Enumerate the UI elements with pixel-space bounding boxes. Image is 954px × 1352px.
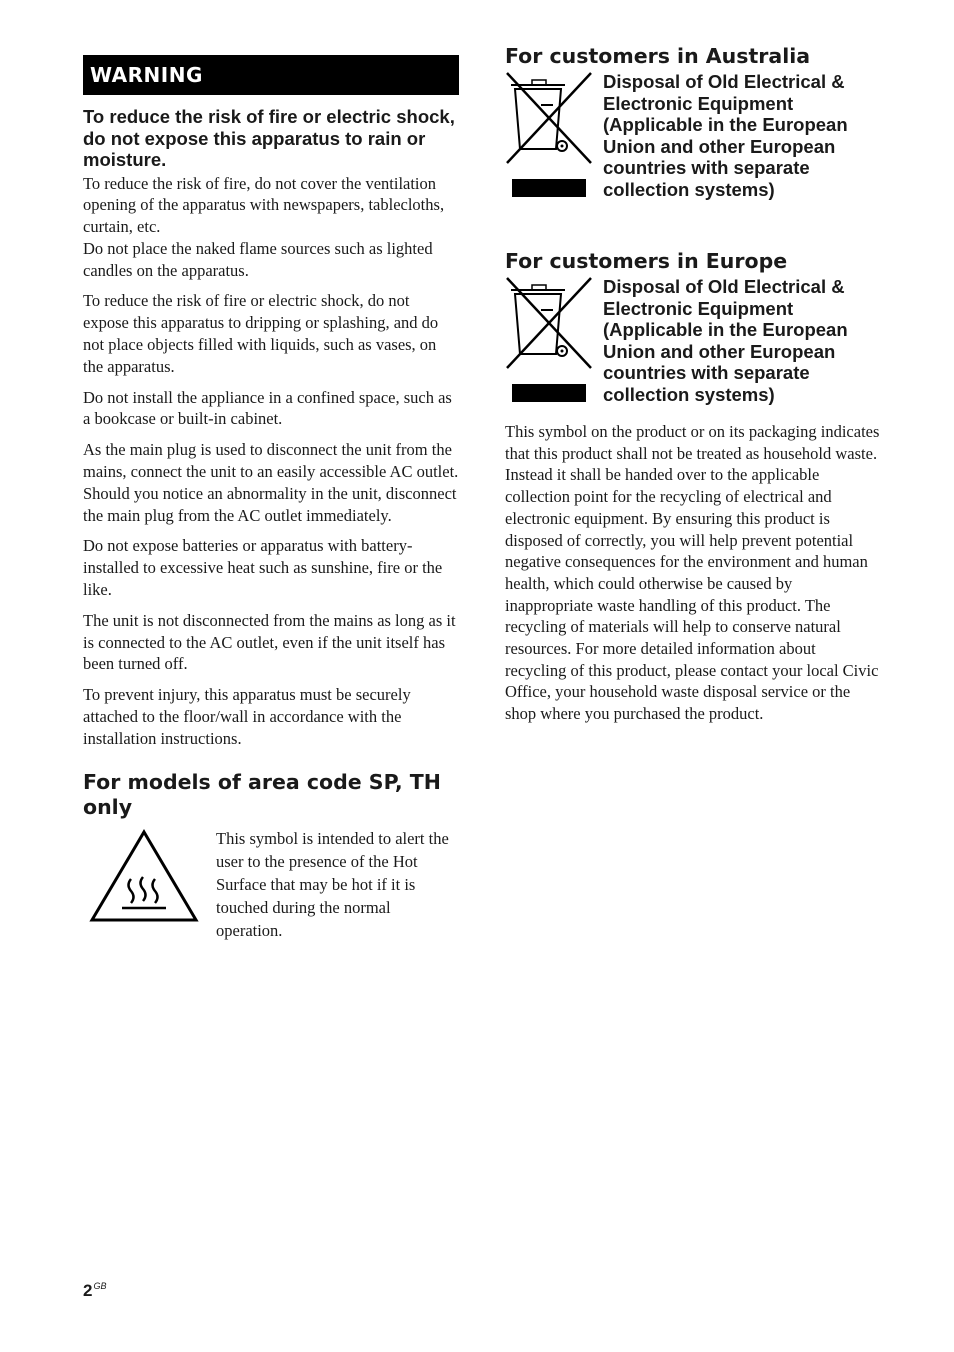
europe-heading: For customers in Europe <box>505 249 788 273</box>
paragraph: As the main plug is used to disconnect the unit from the mains, connect the unit to an easily accessible AC outlet. Should you notice an abnormality in the unit, disconnect the main plug from the AC outlet immediately. <box>83 440 459 525</box>
paragraph: To reduce the risk of fire, do not cover the ventilation opening of the apparatus with newspapers, tablecloths, curtain, etc. <box>83 173 445 237</box>
europe-disposal-title: Disposal of Old Electrical & Electronic Equipment (Applicable in the European Union and other European countries with separate collection systems) <box>603 276 848 405</box>
page-number-value: 2 <box>83 1281 93 1300</box>
australia-disposal-block <box>505 71 881 206</box>
europe-disposal-block <box>505 276 881 411</box>
paragraph: Do not place the naked flame sources such as lighted candles on the apparatus. <box>83 238 433 280</box>
paragraph: To prevent injury, this apparatus must be securely attached to the floor/wall in accordance with the installation instructions. <box>83 685 411 748</box>
hot-surface-warning-icon <box>86 827 202 927</box>
area-code-heading: For models of area code SP, TH only <box>83 769 441 819</box>
paragraph: The unit is not disconnected from the mains as long as it is connected to the AC outlet, even if the unit itself has been turned off. <box>83 610 456 674</box>
right-column <box>505 44 881 725</box>
page-number <box>83 1281 106 1301</box>
crossed-out-wheelie-bin-icon <box>505 71 593 206</box>
warning-banner: WARNING <box>83 55 459 95</box>
europe-disposal-body: This symbol on the product or on its packaging indicates that this product shall not be treated as household waste. Instead it shall be handed over to the applicable collection point for the recycling of electrical and electronic equipment. By ensuring this product is disposed of correctly, you will help prevent potential negative consequences for the environment and human health, which could otherwise be caused by inappropriate waste handling of this product. The recycling of materials will help to conserve natural resources. For more detailed information about recycling of this product, please contact your local Civic Office, your household waste disposal service or the shop where you purchased the product. <box>505 422 880 724</box>
paragraph: Do not install the appliance in a confined space, such as a bookcase or built-in cabinet. <box>83 387 452 429</box>
warning-lead: To reduce the risk of fire or electric shock, do not expose this apparatus to rain or moisture. <box>83 106 455 170</box>
paragraph: To reduce the risk of fire or electric shock, do not expose this apparatus to dripping or splashing, and do not place objects filled with liquids, such as vases, on the apparatus. <box>83 291 439 376</box>
australia-disposal-title: Disposal of Old Electrical & Electronic Equipment (Applicable in the European Union and other European countries with separate collection systems) <box>603 71 848 200</box>
australia-heading: For customers in Australia <box>505 44 811 68</box>
paragraph: Do not expose batteries or apparatus with battery-installed to excessive heat such as sunshine, fire or the like. <box>83 536 443 600</box>
crossed-out-wheelie-bin-icon <box>505 276 593 411</box>
left-column <box>83 55 459 942</box>
hot-surface-block <box>83 827 459 942</box>
hot-surface-text: This symbol is intended to alert the user to the presence of the Hot Surface that may be hot if it is touched during the normal operation. <box>216 828 449 940</box>
page-number-suffix: GB <box>93 1281 107 1291</box>
